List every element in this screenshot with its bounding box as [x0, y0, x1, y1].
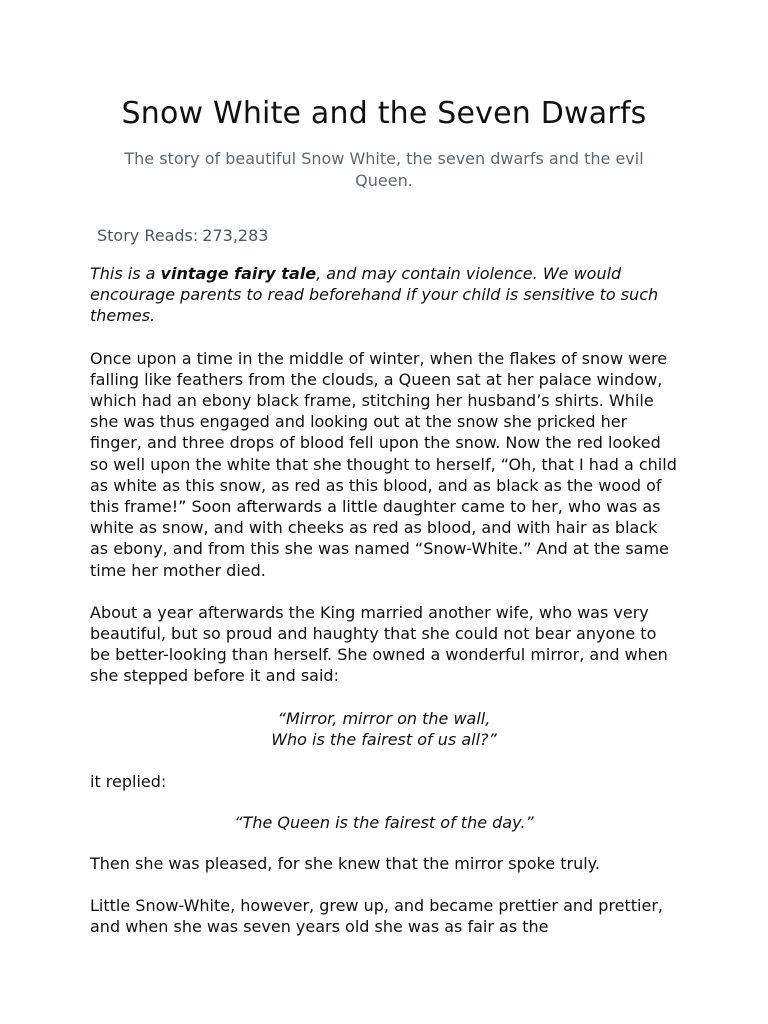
paragraph-pleased: Then she was pleased, for she knew that the mirror spoke truly. [90, 854, 600, 874]
warning-bold: vintage fairy tale [160, 264, 317, 283]
content-warning [90, 263, 678, 327]
reply-quote: “The Queen is the fairest of the day.” [234, 812, 534, 832]
mirror-quote-line-2: Who is the fairest of us all?” [271, 730, 497, 750]
warning-post: , and may contain violence. We would encourage parents to read beforehand if your child is sensitive to such themes. [90, 264, 659, 326]
mirror-quote [90, 708, 678, 751]
story-reads-count: 273,283 [202, 226, 269, 245]
paragraph-last: Little Snow-White, however, grew up, and became prettier and prettier, and when she was seven years old she was as fair as the [90, 895, 664, 936]
story-title: Snow White and the Seven Dwarfs [121, 96, 647, 131]
story-subtitle: The story of beautiful Snow White, the seven dwarfs and the evil Queen. [124, 149, 644, 190]
mirror-quote-line-1: “Mirror, mirror on the wall, [277, 708, 491, 728]
story-reads-label: Story Reads: [97, 226, 199, 245]
paragraph-2: About a year afterwards the King married another wife, who was very beautiful, but so proud and haughty that she could not bear anyone to be better-looking than herself. She owned a wonderful mirror, and when she stepped before it and said: [90, 602, 668, 686]
warning-pre: This is a [90, 264, 161, 283]
story-reads [97, 225, 678, 247]
replied-text: it replied: [90, 771, 167, 791]
paragraph-1: Once upon a time in the middle of winter, when the flakes of snow were falling like feathers from the clouds, a Queen sat at her palace window, which had an ebony black frame, stitching her husband’s shirts. While she was thus engaged and looking out at the snow she pricked her finger, and three drops of blood fell upon the snow. Now the red looked so well upon the white that she thought to herself, “Oh, that I had a child as white as this snow, as red as this blood, and as black as the wood of this frame!” Soon afterwards a little daughter came to her, who was as white as snow, and with cheeks as red as blood, and with hair as black as ebony, and from this she was named “Snow-White.” And at the same time her mother died. [90, 348, 677, 580]
